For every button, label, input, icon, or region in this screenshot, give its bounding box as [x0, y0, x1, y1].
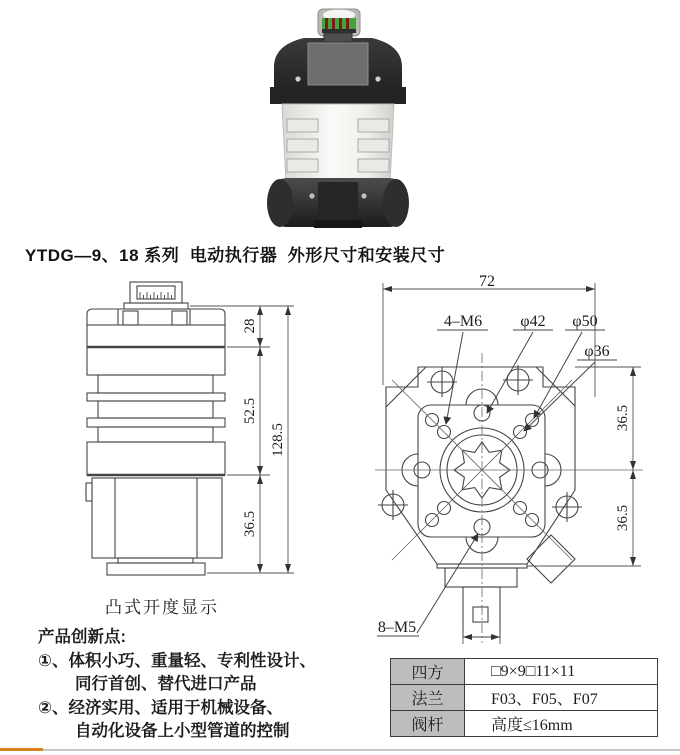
actuator-body — [282, 104, 394, 183]
spec-label: 四方 — [391, 659, 465, 685]
spec-row-stem — [391, 711, 658, 737]
dim-label-52-5: 52.5 — [242, 397, 258, 425]
innovation-point-2: ②、经济实用、适用于机械设备、 — [38, 698, 283, 717]
bottom-view-outline — [378, 365, 582, 637]
dim-label-36-5-bottom: 36.5 — [615, 504, 631, 532]
bottom-view-drawing — [375, 275, 680, 670]
spec-row-flange — [391, 685, 658, 711]
leader-lines — [377, 330, 617, 636]
side-view-outline — [86, 282, 225, 575]
corner-holes — [378, 365, 582, 522]
side-view-caption: 凸式开度显示 — [105, 598, 219, 617]
spec-label: 法兰 — [391, 685, 465, 711]
innovation-heading: 产品创新点: — [38, 628, 126, 646]
bottom-view-dim-lines — [383, 283, 641, 644]
innovation-point-2b: 自动化设备上小型管道的控制 — [75, 722, 290, 740]
centerlines — [375, 353, 643, 643]
spec-value: F03、F05、F07 — [465, 685, 658, 711]
diamond-tab — [527, 535, 575, 583]
dim-label-36-5-top: 36.5 — [615, 404, 631, 432]
dim-label-28: 28 — [242, 318, 258, 334]
product-photo — [262, 7, 412, 229]
spec-value: 高度≤16mm — [465, 711, 658, 737]
dim-label-36-5: 36.5 — [242, 510, 258, 538]
spec-row-square — [391, 659, 658, 685]
dim-label-128-5: 128.5 — [270, 423, 286, 457]
position-indicator-dome — [318, 9, 360, 36]
dim-label-8-m5: 8–M5 — [377, 619, 417, 636]
innovation-points — [38, 626, 316, 744]
innovation-point-1b: 同行首创、替代进口产品 — [75, 675, 257, 693]
side-view-drawing — [30, 280, 310, 625]
dim-label-4-m6: 4–M6 — [443, 313, 483, 330]
page-title: YTDG—9、18 系列 电动执行器 外形尺寸和安装尺寸 — [25, 246, 446, 265]
footer-rule — [43, 749, 680, 751]
dim-label-d50: φ50 — [572, 313, 598, 330]
innovation-point-1: ①、体积小巧、重量轻、专利性设计、 — [38, 651, 316, 670]
footer-accent-bar — [0, 748, 43, 751]
spec-table — [390, 658, 658, 737]
dim-label-72: 72 — [479, 275, 495, 290]
spec-label: 阀杆 — [391, 711, 465, 737]
spec-value: □9×9□11×11 — [465, 659, 658, 685]
actuator-top-cap — [270, 33, 406, 104]
dim-label-d42: φ42 — [520, 313, 546, 330]
actuator-base — [267, 178, 409, 228]
dim-label-d36: φ36 — [584, 343, 610, 360]
